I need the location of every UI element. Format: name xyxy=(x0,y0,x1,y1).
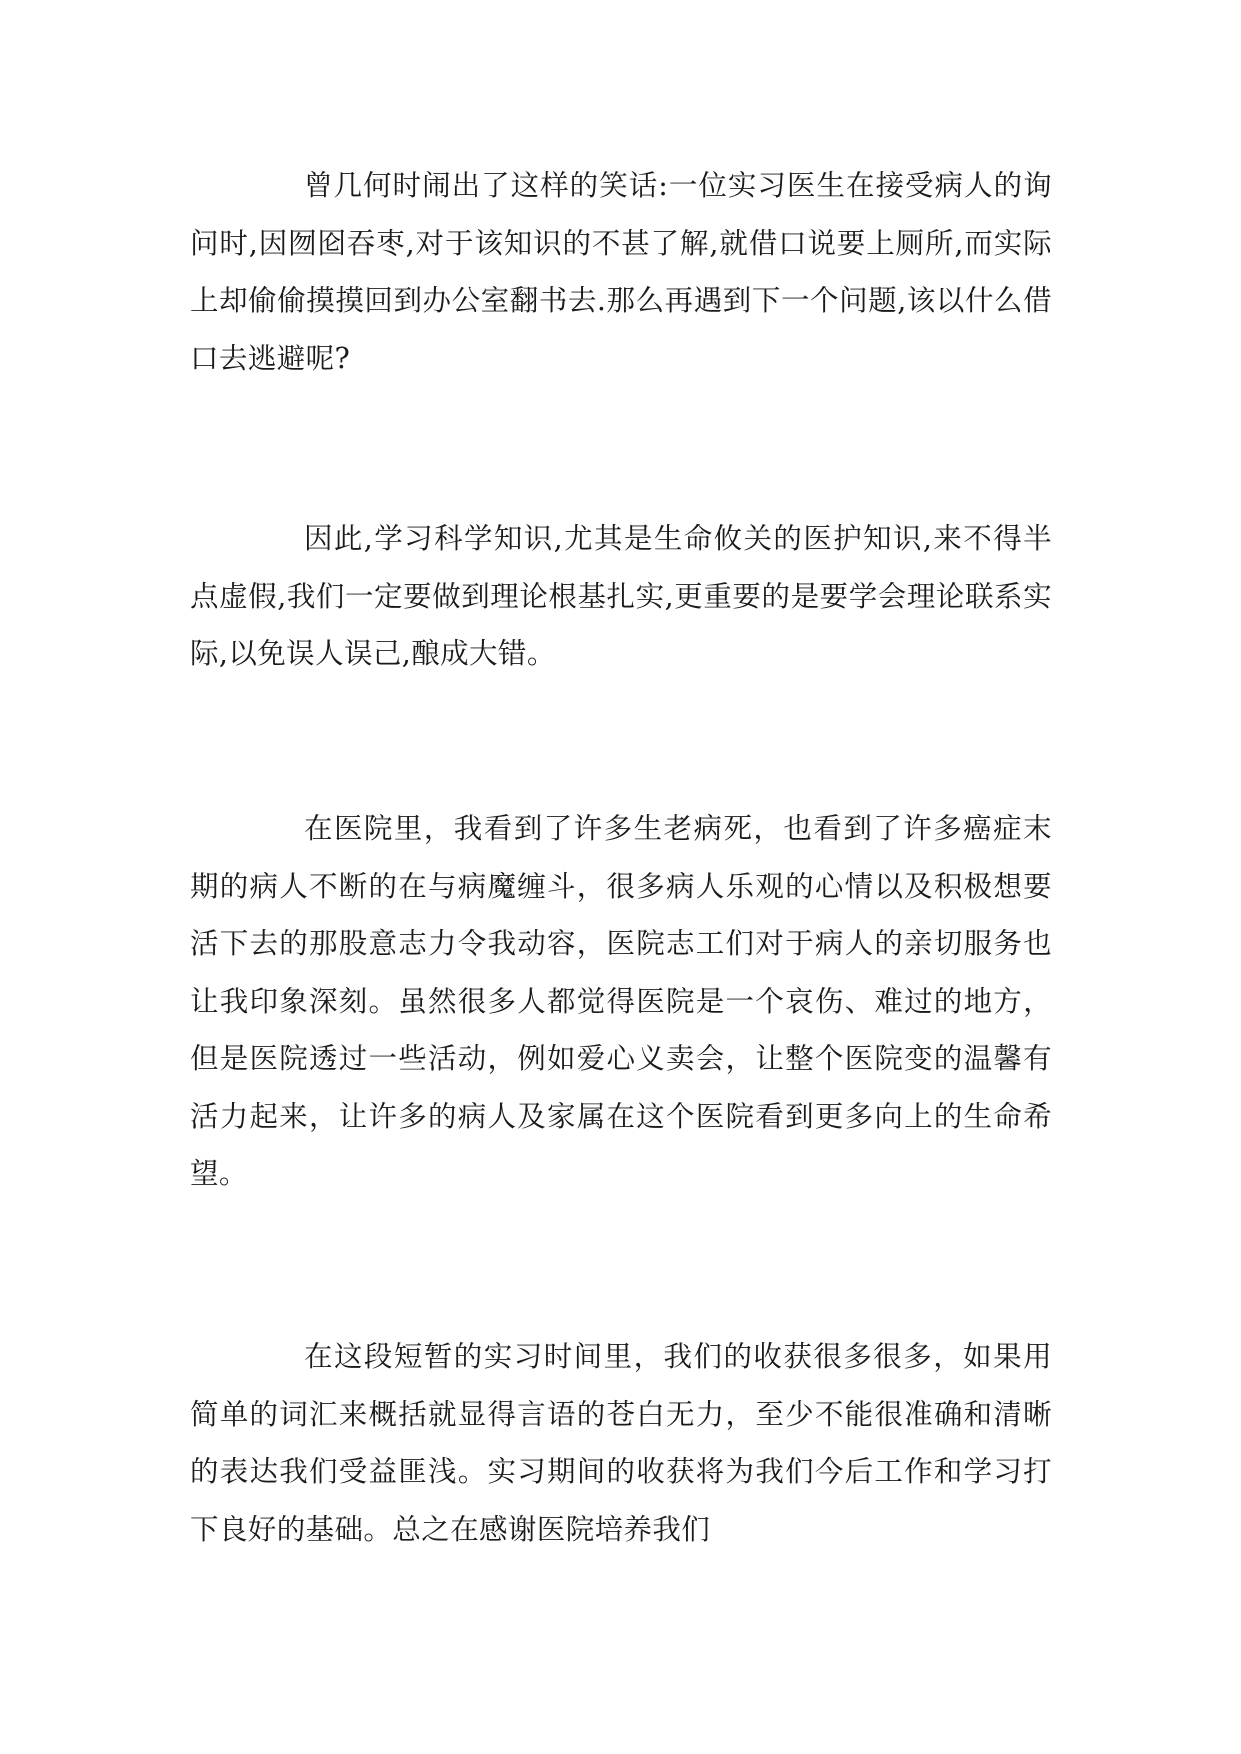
paragraph-1: 曾几何时闹出了这样的笑话:一位实习医生在接受病人的询问时,因囫囵吞枣,对于该知识的不甚了解,就借口说要上厕所,而实际上却偷偷摸摸回到办公室翻书去.那么再遇到下一个问题,该以什么借口去逃避呢? xyxy=(190,169,1052,375)
paragraph-4: 在这段短暂的实习时间里，我们的收获很多很多，如果用简单的词汇来概括就显得言语的苍白无力，至少不能很准确和清晰的表达我们受益匪浅。实习期间的收获将为我们今后工作和学习打下良好的基础。总之在感谢医院培养我们 xyxy=(190,1340,1052,1546)
paragraph-2: 因此,学习科学知识,尤其是生命攸关的医护知识,来不得半点虚假,我们一定要做到理论根基扎实,更重要的是要学会理论联系实际,以免误人误己,酿成大错。 xyxy=(190,522,1052,670)
paragraph-3: 在医院里，我看到了许多生老病死，也看到了许多癌症末期的病人不断的在与病魔缠斗，很多病人乐观的心情以及积极想要活下去的那股意志力令我动容，医院志工们对于病人的亲切服务也让我印象深刻。虽然很多人都觉得医院是一个哀伤、难过的地方，但是医院透过一些活动，例如爱心义卖会，让整个医院变的温馨有活力起来，让许多的病人及家属在这个医院看到更多向上的生命希望。 xyxy=(190,812,1052,1190)
